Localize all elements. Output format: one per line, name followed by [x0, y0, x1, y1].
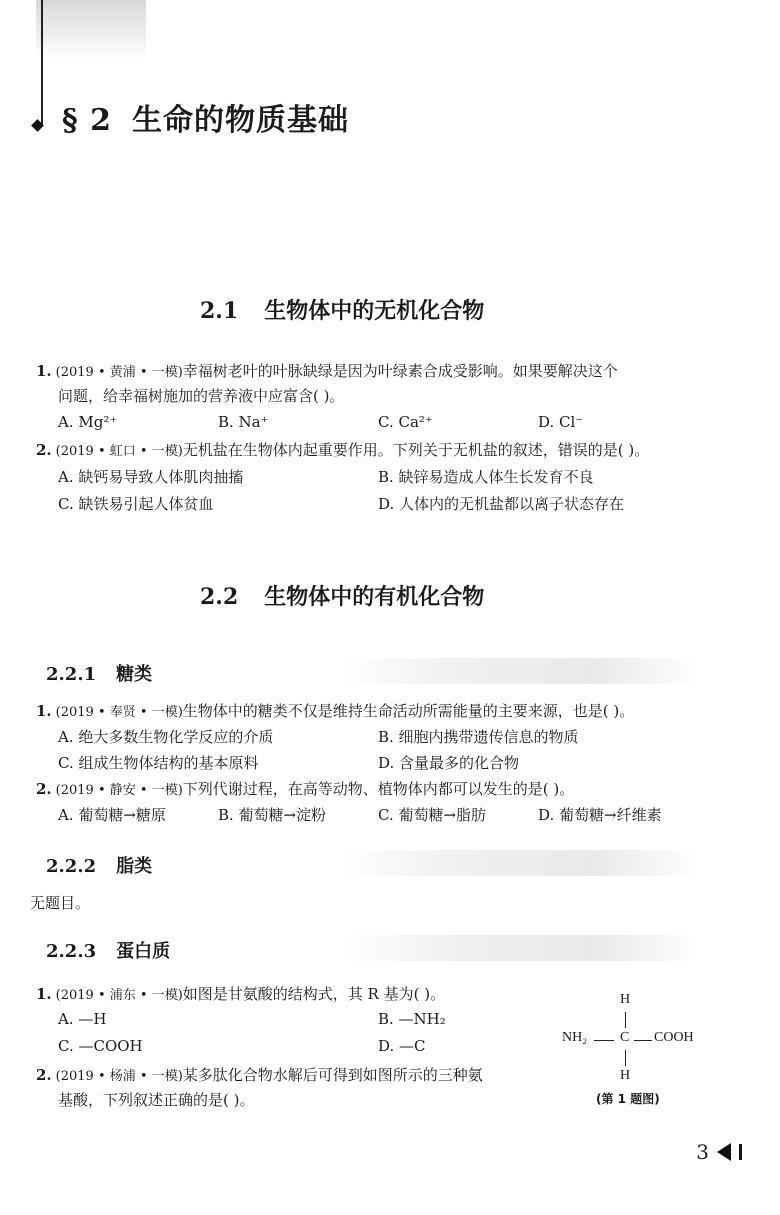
option-c: C. 葡萄糖→脂肪 — [378, 806, 487, 824]
question-source: (2019 • 奉贤 • 一模) — [55, 705, 183, 720]
figure-caption: (第 1 题图) — [596, 1092, 660, 1106]
subsection-number: 2.2.3 — [46, 941, 97, 962]
option-a: A. 葡萄糖→糖原 — [58, 806, 166, 824]
question-text: 某多肽化合物水解后可得到如图所示的三种氨 — [182, 1066, 483, 1084]
section-2-1-heading — [200, 294, 484, 325]
atom-c: C — [620, 1030, 630, 1045]
page-number-text: 3 — [696, 1140, 709, 1164]
bond-line — [594, 1040, 614, 1041]
page-triangle-icon — [717, 1143, 731, 1161]
option-a: A. 绝大多数生物化学反应的介质 — [58, 728, 274, 746]
page-number — [696, 1140, 742, 1164]
section-title: 生物体中的有机化合物 — [264, 584, 485, 610]
header-fade — [36, 0, 146, 60]
question-text-line2: 基酸，下列叙述正确的是( )。 — [58, 1091, 255, 1109]
question-source: (2019 • 虹口 • 一模) — [55, 444, 183, 459]
question-number: 2. — [36, 441, 52, 459]
option-d: D. —C — [378, 1037, 426, 1055]
chapter-title: 生命的物质基础 — [132, 103, 350, 138]
subsection-2-2-3-heading — [46, 937, 170, 963]
option-a: A. 缺钙易导致人体肌肉抽搐 — [58, 468, 244, 486]
question-source: (2019 • 静安 • 一模) — [55, 783, 183, 798]
section-2-2-heading — [200, 580, 484, 611]
subsection-number: 2.2.1 — [46, 664, 97, 685]
question-text: 无机盐在生物体内起重要作用。下列关于无机盐的叙述，错误的是( )。 — [182, 441, 650, 459]
chapter-heading — [62, 95, 349, 139]
atom-h-bottom: H — [620, 1068, 631, 1083]
question-2-2-3-2 — [36, 1064, 556, 1088]
bond-line — [625, 1050, 626, 1066]
option-a: A. —H — [58, 1010, 107, 1028]
question-source: (2019 • 黄浦 • 一模) — [55, 365, 183, 380]
question-text: 生物体中的糖类不仅是维持生命活动所需能量的主要来源，也是( )。 — [182, 702, 635, 720]
subsection-shade — [340, 658, 700, 684]
option-d: D. Cl⁻ — [538, 413, 584, 431]
question-number: 1. — [36, 362, 52, 380]
option-d: D. 含量最多的化合物 — [378, 754, 520, 772]
option-b: B. 缺锌易造成人体生长发育不良 — [378, 468, 594, 486]
subsection-number: 2.2.2 — [46, 856, 97, 877]
page-bar-icon — [739, 1144, 742, 1160]
question-source: (2019 • 浦东 • 一模) — [55, 988, 183, 1003]
chapter-rule — [41, 0, 43, 126]
question-2-2-1-1 — [36, 700, 756, 724]
subsection-shade — [340, 935, 700, 961]
question-source: (2019 • 杨浦 • 一模) — [55, 1069, 183, 1084]
option-d: D. 人体内的无机盐都以离子状态存在 — [378, 495, 625, 513]
option-c: C. 缺铁易引起人体贫血 — [58, 495, 214, 513]
option-b: B. Na⁺ — [218, 413, 269, 431]
option-b: B. 细胞内携带遗传信息的物质 — [378, 728, 579, 746]
option-b: B. —NH₂ — [378, 1010, 446, 1028]
question-number: 2. — [36, 1066, 52, 1084]
subsection-shade — [340, 850, 700, 876]
question-2-1-2 — [36, 439, 756, 463]
bond-line — [625, 1012, 626, 1028]
section-title: 生物体中的无机化合物 — [264, 298, 485, 324]
question-number: 2. — [36, 780, 52, 798]
question-text: 幸福树老叶的叶脉缺绿是因为叶绿素合成受影响。如果要解决这个 — [182, 362, 618, 380]
question-text: 如图是甘氨酸的结构式，其 R 基为( )。 — [182, 985, 446, 1003]
question-2-1-1 — [36, 360, 736, 384]
question-2-2-3-1 — [36, 983, 536, 1007]
section-number: 2.2 — [200, 584, 239, 610]
option-c: C. —COOH — [58, 1037, 143, 1055]
group-cooh: COOH — [654, 1030, 694, 1045]
subsection-2-2-1-heading — [46, 660, 152, 686]
question-2-2-1-2 — [36, 778, 756, 802]
subsection-title: 脂类 — [116, 856, 153, 877]
option-a: A. Mg²⁺ — [58, 413, 118, 431]
subsection-2-2-2-heading — [46, 852, 152, 878]
question-number: 1. — [36, 985, 52, 1003]
bond-line — [634, 1040, 652, 1041]
atom-h-top: H — [620, 992, 631, 1007]
option-c: C. 组成生物体结构的基本原料 — [58, 754, 259, 772]
group-nh2: NH₂ — [562, 1030, 588, 1045]
glycine-structure-figure — [560, 990, 710, 1110]
section-number: 2.1 — [200, 298, 239, 324]
option-c: C. Ca²⁺ — [378, 413, 433, 431]
no-questions-note: 无题目。 — [30, 894, 91, 912]
question-number: 1. — [36, 702, 52, 720]
chapter-number: § 2 — [62, 103, 113, 138]
option-b: B. 葡萄糖→淀粉 — [218, 806, 327, 824]
question-text-line2: 问题，给幸福树施加的营养液中应富含( )。 — [58, 387, 345, 405]
subsection-title: 糖类 — [116, 664, 153, 685]
option-d: D. 葡萄糖→纤维素 — [538, 806, 662, 824]
subsection-title: 蛋白质 — [116, 941, 171, 962]
question-text: 下列代谢过程，在高等动物、植物体内都可以发生的是( )。 — [182, 780, 575, 798]
